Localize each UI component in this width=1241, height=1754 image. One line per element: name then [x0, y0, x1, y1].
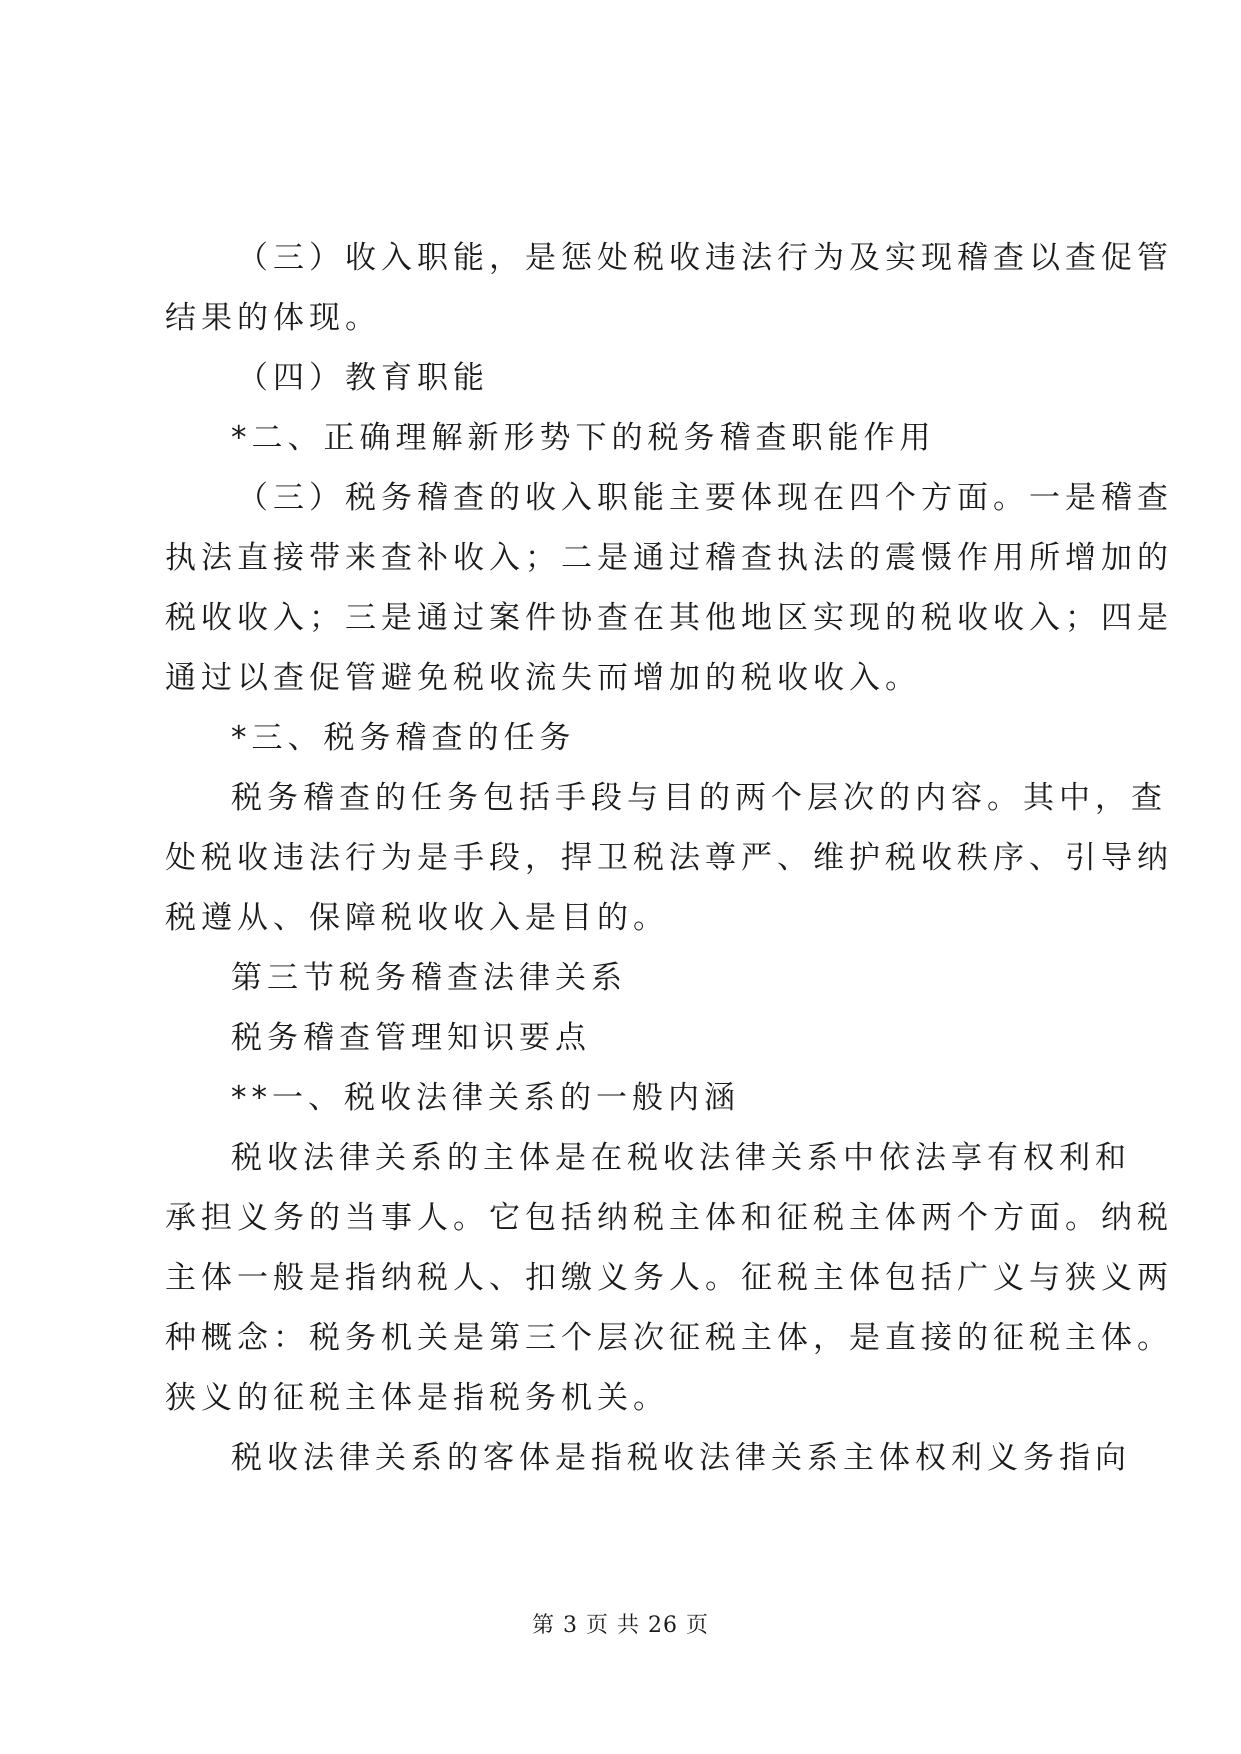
section-heading: *二、正确理解新形势下的税务稽查职能作用 [231, 420, 936, 456]
paragraph-line: （三）收入职能，是惩处税收违法行为及实现稽查以查促管 [237, 240, 1173, 276]
paragraph-line: 承担义务的当事人。它包括纳税主体和征税主体两个方面。纳税 [165, 1200, 1173, 1236]
section-heading: 税务稽查管理知识要点 [231, 1020, 591, 1056]
page-number-footer: 第 3 页 共 26 页 [532, 1613, 709, 1638]
paragraph-line: 主体一般是指纳税人、扣缴义务人。征税主体包括广义与狭义两 [165, 1260, 1173, 1296]
paragraph-line: 税收法律关系的主体是在税收法律关系中依法享有权利和 [231, 1140, 1131, 1176]
paragraph-line: 狭义的征税主体是指税务机关。 [165, 1380, 669, 1416]
paragraph-line: 通过以查促管避免税收流失而增加的税收收入。 [165, 660, 921, 696]
paragraph-line: 税收收入；三是通过案件协查在其他地区实现的税收收入；四是 [165, 600, 1173, 636]
section-heading: （四）教育职能 [237, 360, 489, 396]
document-body [165, 228, 1173, 1488]
section-heading: **一、税收法律关系的一般内涵 [231, 1080, 740, 1116]
section-heading: 第三节税务稽查法律关系 [231, 960, 627, 996]
section-heading: *三、税务稽查的任务 [231, 720, 576, 756]
paragraph-line: 税遵从、保障税收收入是目的。 [165, 900, 669, 936]
paragraph-line: 种概念：税务机关是第三个层次征税主体，是直接的征税主体。 [165, 1320, 1173, 1356]
paragraph-line: 处税收违法行为是手段，捍卫税法尊严、维护税收秩序、引导纳 [165, 840, 1173, 876]
paragraph-line: （三）税务稽查的收入职能主要体现在四个方面。一是稽查 [237, 480, 1173, 516]
paragraph-line: 税收法律关系的客体是指税收法律关系主体权利义务指向 [231, 1440, 1131, 1476]
paragraph-line: 执法直接带来查补收入；二是通过稽查执法的震慑作用所增加的 [165, 540, 1173, 576]
paragraph-line: 结果的体现。 [165, 300, 381, 336]
paragraph-line: 税务稽查的任务包括手段与目的两个层次的内容。其中，查 [231, 780, 1167, 816]
